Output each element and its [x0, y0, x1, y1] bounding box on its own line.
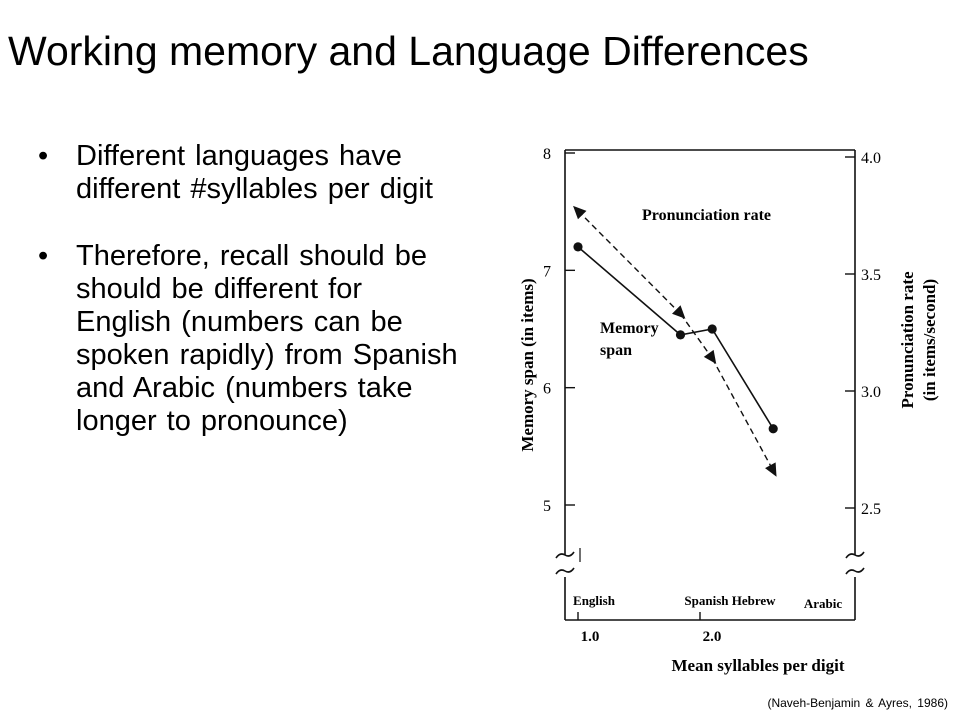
axis-break-mark: [846, 568, 864, 574]
language-label: Spanish Hebrew: [684, 593, 776, 608]
pronunciation-rate-label: Pronunciation rate: [642, 207, 772, 224]
pronunciation-rate-point: [765, 462, 782, 479]
series-layer: [569, 202, 782, 480]
pronunciation-rate-segment: [578, 211, 680, 314]
citation: (Naveh-Benjamin & Ayres, 1986): [767, 696, 948, 710]
pronunciation-rate-point: [569, 202, 587, 220]
y-left-tick-label: 5: [543, 498, 551, 515]
memory-span-point: [769, 424, 778, 433]
memory-span-label: Memory: [600, 320, 659, 337]
figure-scan: [470, 115, 960, 695]
x-tick-label: 2.0: [702, 629, 722, 645]
x-tick-label: 1.0: [580, 629, 600, 645]
y-right-tick-label: 2.5: [861, 501, 881, 518]
memory-span-line: [578, 247, 773, 429]
y-left-axis-title: Memory span (in items): [518, 278, 537, 452]
x-axis-title: Mean syllables per digit: [671, 656, 845, 675]
bullet-dot-icon: •: [38, 140, 49, 172]
chart: [470, 115, 960, 695]
language-label: English: [573, 593, 615, 608]
y-right-tick-label: 3.0: [861, 384, 881, 401]
pronunciation-rate-point: [672, 305, 690, 323]
bullet-dot-icon: •: [38, 240, 49, 272]
pronunciation-rate-segment: [680, 314, 712, 358]
y-left-tick-label: 7: [543, 263, 551, 281]
axis-break-mark: [556, 568, 574, 574]
bullet-item: [38, 240, 458, 438]
bullet-text: Therefore, recall should be should be different for English (numbers can be spoken rapidly) from Spanish and Arabic (numbers take longer to pronounce): [76, 240, 458, 437]
bullet-item: [38, 140, 458, 206]
memory-span-point: [676, 330, 685, 339]
y-right-tick-label: 4.0: [861, 150, 881, 167]
bullet-list: [38, 140, 458, 472]
memory-span-label: span: [600, 342, 633, 359]
pronunciation-rate-point: [704, 350, 721, 368]
language-label: Arabic: [803, 596, 843, 611]
y-right-axis-title-line: (in items/second): [920, 278, 939, 402]
y-right-axis-title-line: Pronunciation rate: [898, 271, 917, 409]
memory-span-point: [573, 242, 582, 251]
y-right-tick-label: 3.5: [861, 267, 881, 284]
slide-title: Working memory and Language Differences: [8, 28, 809, 74]
bullet-text: Different languages have different #syllables per digit: [76, 140, 433, 205]
memory-span-point: [708, 324, 717, 333]
y-left-tick-label: 6: [543, 380, 551, 398]
y-left-tick-label: 8: [543, 146, 551, 163]
